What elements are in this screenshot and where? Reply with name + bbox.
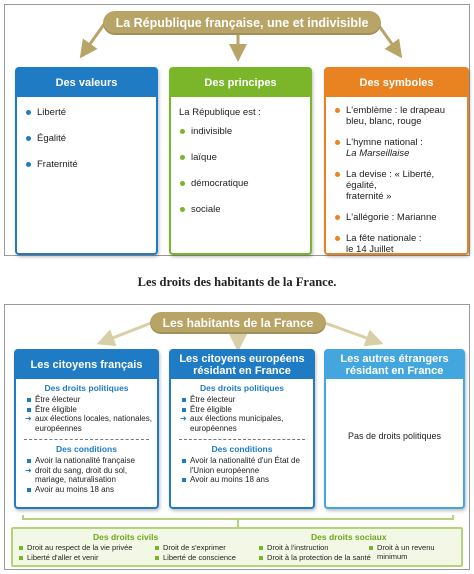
bullet-icon — [180, 181, 185, 186]
bullet-icon — [259, 556, 263, 560]
list-item: Droit à un revenu minimum — [369, 544, 459, 561]
conditions-title: Des conditions — [56, 444, 117, 454]
list-item: Être électeur — [26, 395, 152, 405]
bullet-icon — [19, 546, 23, 550]
bullet-icon — [259, 546, 263, 550]
diagram-title: La République française, une et indivisible — [103, 11, 381, 35]
list-item: Avoir la nationalité d'un État de l'Union européenne — [181, 456, 308, 475]
list-item: Avoir au moins 18 ans — [26, 485, 152, 495]
list-item: L'hymne national : La Marseillaise — [334, 137, 461, 159]
list-item: Avoir au moins 18 ans — [181, 475, 308, 485]
conditions-title: Des conditions — [211, 444, 273, 454]
bullet-icon — [335, 215, 340, 220]
bullet-icon — [155, 556, 159, 560]
list-item: ➜ aux élections municipales, européennes — [180, 414, 284, 433]
principes-intro: La République est : — [179, 107, 261, 118]
list-item: La devise : « Liberté, égalité, fraternité » — [334, 169, 461, 202]
list-item: L'allégorie : Marianne — [334, 212, 461, 223]
arrow-icon: ➜ — [25, 465, 32, 475]
principes-card — [169, 67, 312, 255]
list-item: sociale — [179, 204, 304, 215]
droits-communs-box — [11, 527, 463, 567]
bullet-icon — [180, 155, 185, 160]
list-item: Droit à l'instruction — [259, 544, 328, 553]
list-item: Droit de s'exprimer — [155, 544, 226, 553]
valeurs-card — [15, 67, 158, 255]
habitants-diagram — [4, 304, 470, 570]
citoyens-francais-header: Les citoyens français — [16, 351, 157, 379]
list-item: L'emblème : le drapeau bleu, blanc, rouge — [334, 105, 461, 127]
droits-sociaux-title: Des droits sociaux — [311, 532, 387, 542]
list-item: Être éligible — [26, 405, 152, 415]
droits-politiques-title: Des droits politiques — [44, 383, 129, 393]
list-item: Droit au respect de la vie privée — [19, 544, 132, 553]
bracket-lines — [5, 305, 471, 535]
republic-diagram — [4, 4, 470, 256]
bullet-icon — [26, 136, 31, 141]
principes-header: Des principes — [171, 69, 310, 97]
list-item: Fraternité — [25, 159, 150, 170]
list-item: Égalité — [25, 133, 150, 144]
bullet-icon — [180, 207, 185, 212]
arrow-icon: ➜ — [25, 414, 32, 423]
bullet-icon — [335, 140, 340, 145]
list-item: La fête nationale : le 14 Juillet — [334, 233, 461, 255]
droits-politiques-title: Des droits politiques — [199, 383, 285, 393]
list-item: démocratique — [179, 178, 304, 189]
list-item: ➜ droit du sang, droit du sol, mariage, naturalisation — [25, 465, 128, 484]
list-item: Avoir la nationalité française — [26, 456, 152, 466]
pas-de-droits-text: Pas de droits politiques — [347, 431, 442, 441]
arrow-icon: ➜ — [180, 414, 187, 423]
bullet-icon — [180, 129, 185, 134]
autres-etrangers-header: Les autres étrangers résidant en France — [326, 351, 463, 379]
list-item: Liberté — [25, 107, 150, 118]
bullet-icon — [26, 162, 31, 167]
list-item: laïque — [179, 152, 304, 163]
list-item: Être éligible — [181, 405, 308, 415]
bullet-icon — [155, 546, 159, 550]
list-item: Liberté d'aller et venir — [19, 554, 98, 563]
bullet-icon — [26, 110, 31, 115]
list-item: Droit à la protection de la santé — [259, 554, 371, 563]
bullet-icon — [19, 556, 23, 560]
caption: Les droits des habitants de la France. — [137, 275, 337, 289]
bullet-icon — [369, 546, 373, 550]
list-item: Être électeur — [181, 395, 308, 405]
list-item: ➜ aux élections locales, nationales, européennes — [25, 414, 152, 433]
list-item: Liberté de conscience — [155, 554, 236, 563]
symboles-header: Des symboles — [326, 69, 467, 97]
bullet-icon — [335, 236, 340, 241]
valeurs-header: Des valeurs — [17, 69, 156, 97]
list-item: indivisible — [179, 126, 304, 137]
bullet-icon — [335, 172, 340, 177]
droits-civils-title: Des droits civils — [93, 532, 159, 542]
diagram-title: Les habitants de la France — [150, 312, 326, 334]
bullet-icon — [335, 108, 340, 113]
citoyens-europeens-header: Les citoyens européens résidant en France — [171, 351, 313, 379]
symboles-card — [324, 67, 469, 255]
